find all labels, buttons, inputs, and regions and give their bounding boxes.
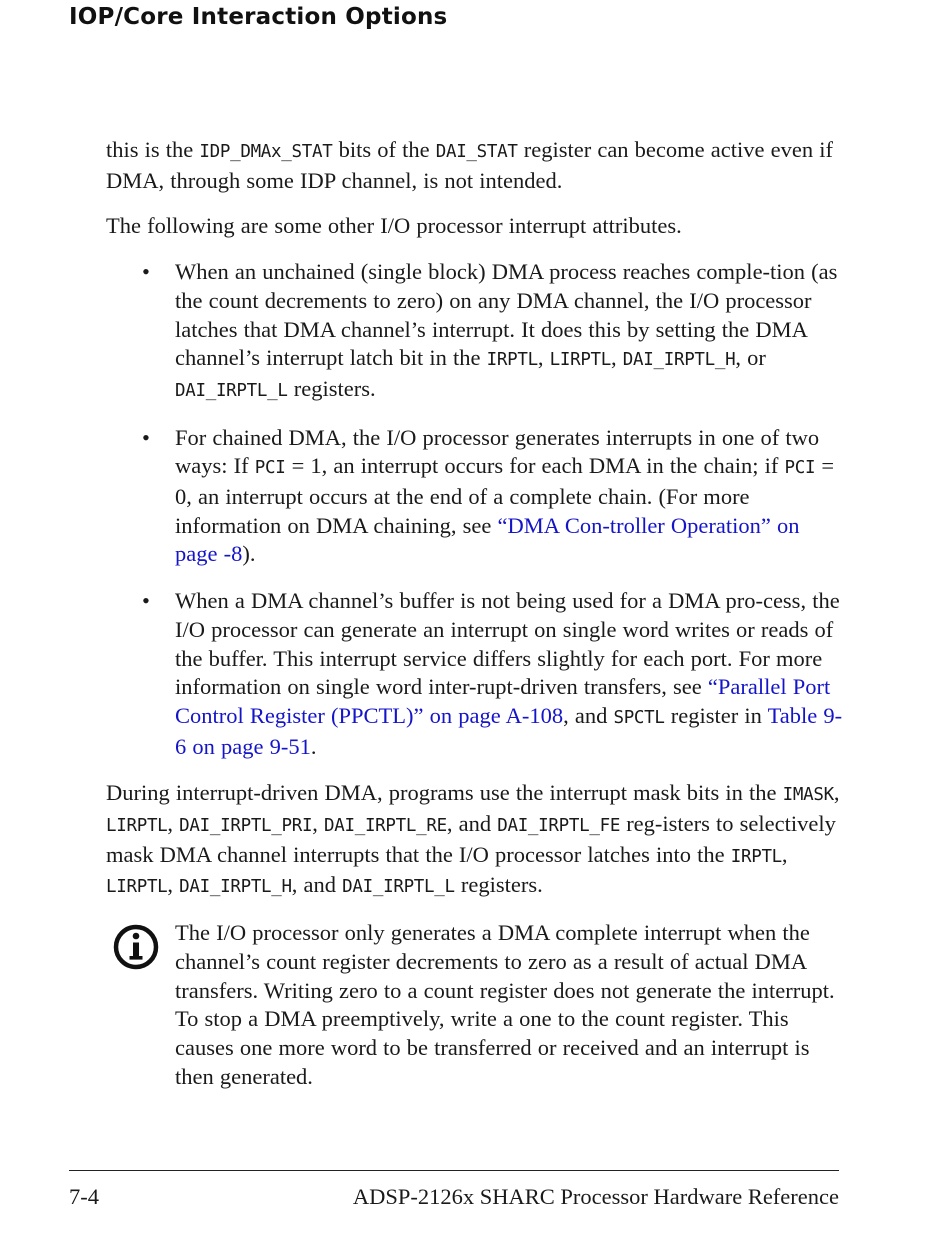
footer-divider — [69, 1170, 839, 1171]
register-name: DAI_IRPTL_RE — [324, 816, 447, 837]
register-name: SPCTL — [613, 707, 665, 728]
interrupt-mask-paragraph: During interrupt-driven DMA, programs use the interrupt mask bits in the IMASK, LIRPTL, DAI_IRPTL_PRI, DAI_IRPTL_RE, and DAI_IRPTL_FE reg-isters to selectively mask DMA channel interrupts that the I/O processor latches into the IRPTL, LIRPTL, DAI_IRPTL_H, and DAI_IRPTL_L registers. — [106, 780, 840, 898]
register-name: DAI_IRPTL_L — [342, 877, 455, 898]
bullet-icon: • — [142, 424, 150, 450]
bullet-icon: • — [142, 259, 150, 285]
register-name: DAI_IRPTL_PRI — [179, 816, 313, 837]
table-9-6-link[interactable]: Table 9-6 on page 9-51 — [175, 702, 843, 759]
register-name: LIRPTL — [106, 877, 168, 898]
book-title: ADSP-2126x SHARC Processor Hardware Reference — [352, 1184, 839, 1209]
register-name: IRPTL — [730, 846, 782, 867]
page-body — [106, 136, 846, 1091]
register-name: IRPTL — [486, 350, 538, 371]
list-item: • When a DMA channel’s buffer is not being used for a DMA pro-cess, the I/O processor can generate an interrupt on single word writes or reads of the buffer. This interrupt service differs slightly for each port. For more information on single word inter-rupt-driven transfers, see “Parallel Port Control Register (PPCTL)” on page A-108, and SPCTL register in Table 9-6 on page 9-51. — [142, 588, 843, 759]
page-number: 7-4 — [69, 1184, 99, 1209]
info-icon — [112, 923, 160, 971]
ppctl-link[interactable]: “Parallel Port Control Register (PPCTL)” on page A-108 — [175, 674, 831, 728]
register-name: PCI — [784, 458, 816, 479]
register-name: DAI_IRPTL_H — [179, 877, 292, 898]
register-name: LIRPTL — [549, 350, 612, 371]
register-name: DAI_IRPTL_FE — [497, 816, 621, 837]
register-name: LIRPTL — [106, 816, 168, 837]
register-name: IMASK — [782, 785, 834, 806]
list-item: • When an unchained (single block) DMA process reaches comple-tion (as the count decrements to zero) on any DMA channel, the I/O processor latches that DMA channel’s interrupt. It does this by setting the DMA channel’s interrupt latch bit in the IRPTL, LIRPTL, DAI_IRPTL_H, or DAI_IRPTL_L registers. — [142, 259, 838, 401]
dma-controller-link[interactable]: “DMA Con-troller Operation” on page -8 — [175, 512, 800, 567]
lead-paragraph: The following are some other I/O processor interrupt attributes. — [106, 213, 682, 239]
register-name: IDP_DMAx_STAT — [199, 142, 333, 162]
register-name: DAI_IRPTL_L — [175, 380, 288, 401]
section-title: IOP/Core Interaction Options — [69, 4, 448, 30]
register-name: DAI_IRPTL_H — [622, 350, 736, 371]
attribute-list — [106, 258, 846, 761]
list-item: • For chained DMA, the I/O processor generates interrupts in one of two ways: If PCI = 1, an interrupt occurs for each DMA in the chain; if PCI = 0, an interrupt occurs at the end of a complete chain. (For more information on DMA chaining, see “DMA Con-troller Operation” on page -8). — [142, 424, 835, 567]
register-name: PCI — [254, 458, 286, 479]
intro-paragraph: this is the IDP_DMAx_STAT bits of the DAI_STAT register can become active even if DMA, through some IDP channel, is not intended. — [106, 137, 833, 193]
register-name: DAI_STAT — [435, 142, 518, 162]
bullet-icon: • — [142, 588, 150, 614]
info-note — [106, 919, 846, 1091]
note-text: The I/O processor only generates a DMA complete interrupt when the channel’s count register decrements to zero as a result of actual DMA transfers. Writing zero to a count register does not generate the interrupt. To stop a DMA preemptively, write a one to the count register. This causes one more word to be transferred or received and an interrupt is then generated. — [175, 920, 835, 1089]
